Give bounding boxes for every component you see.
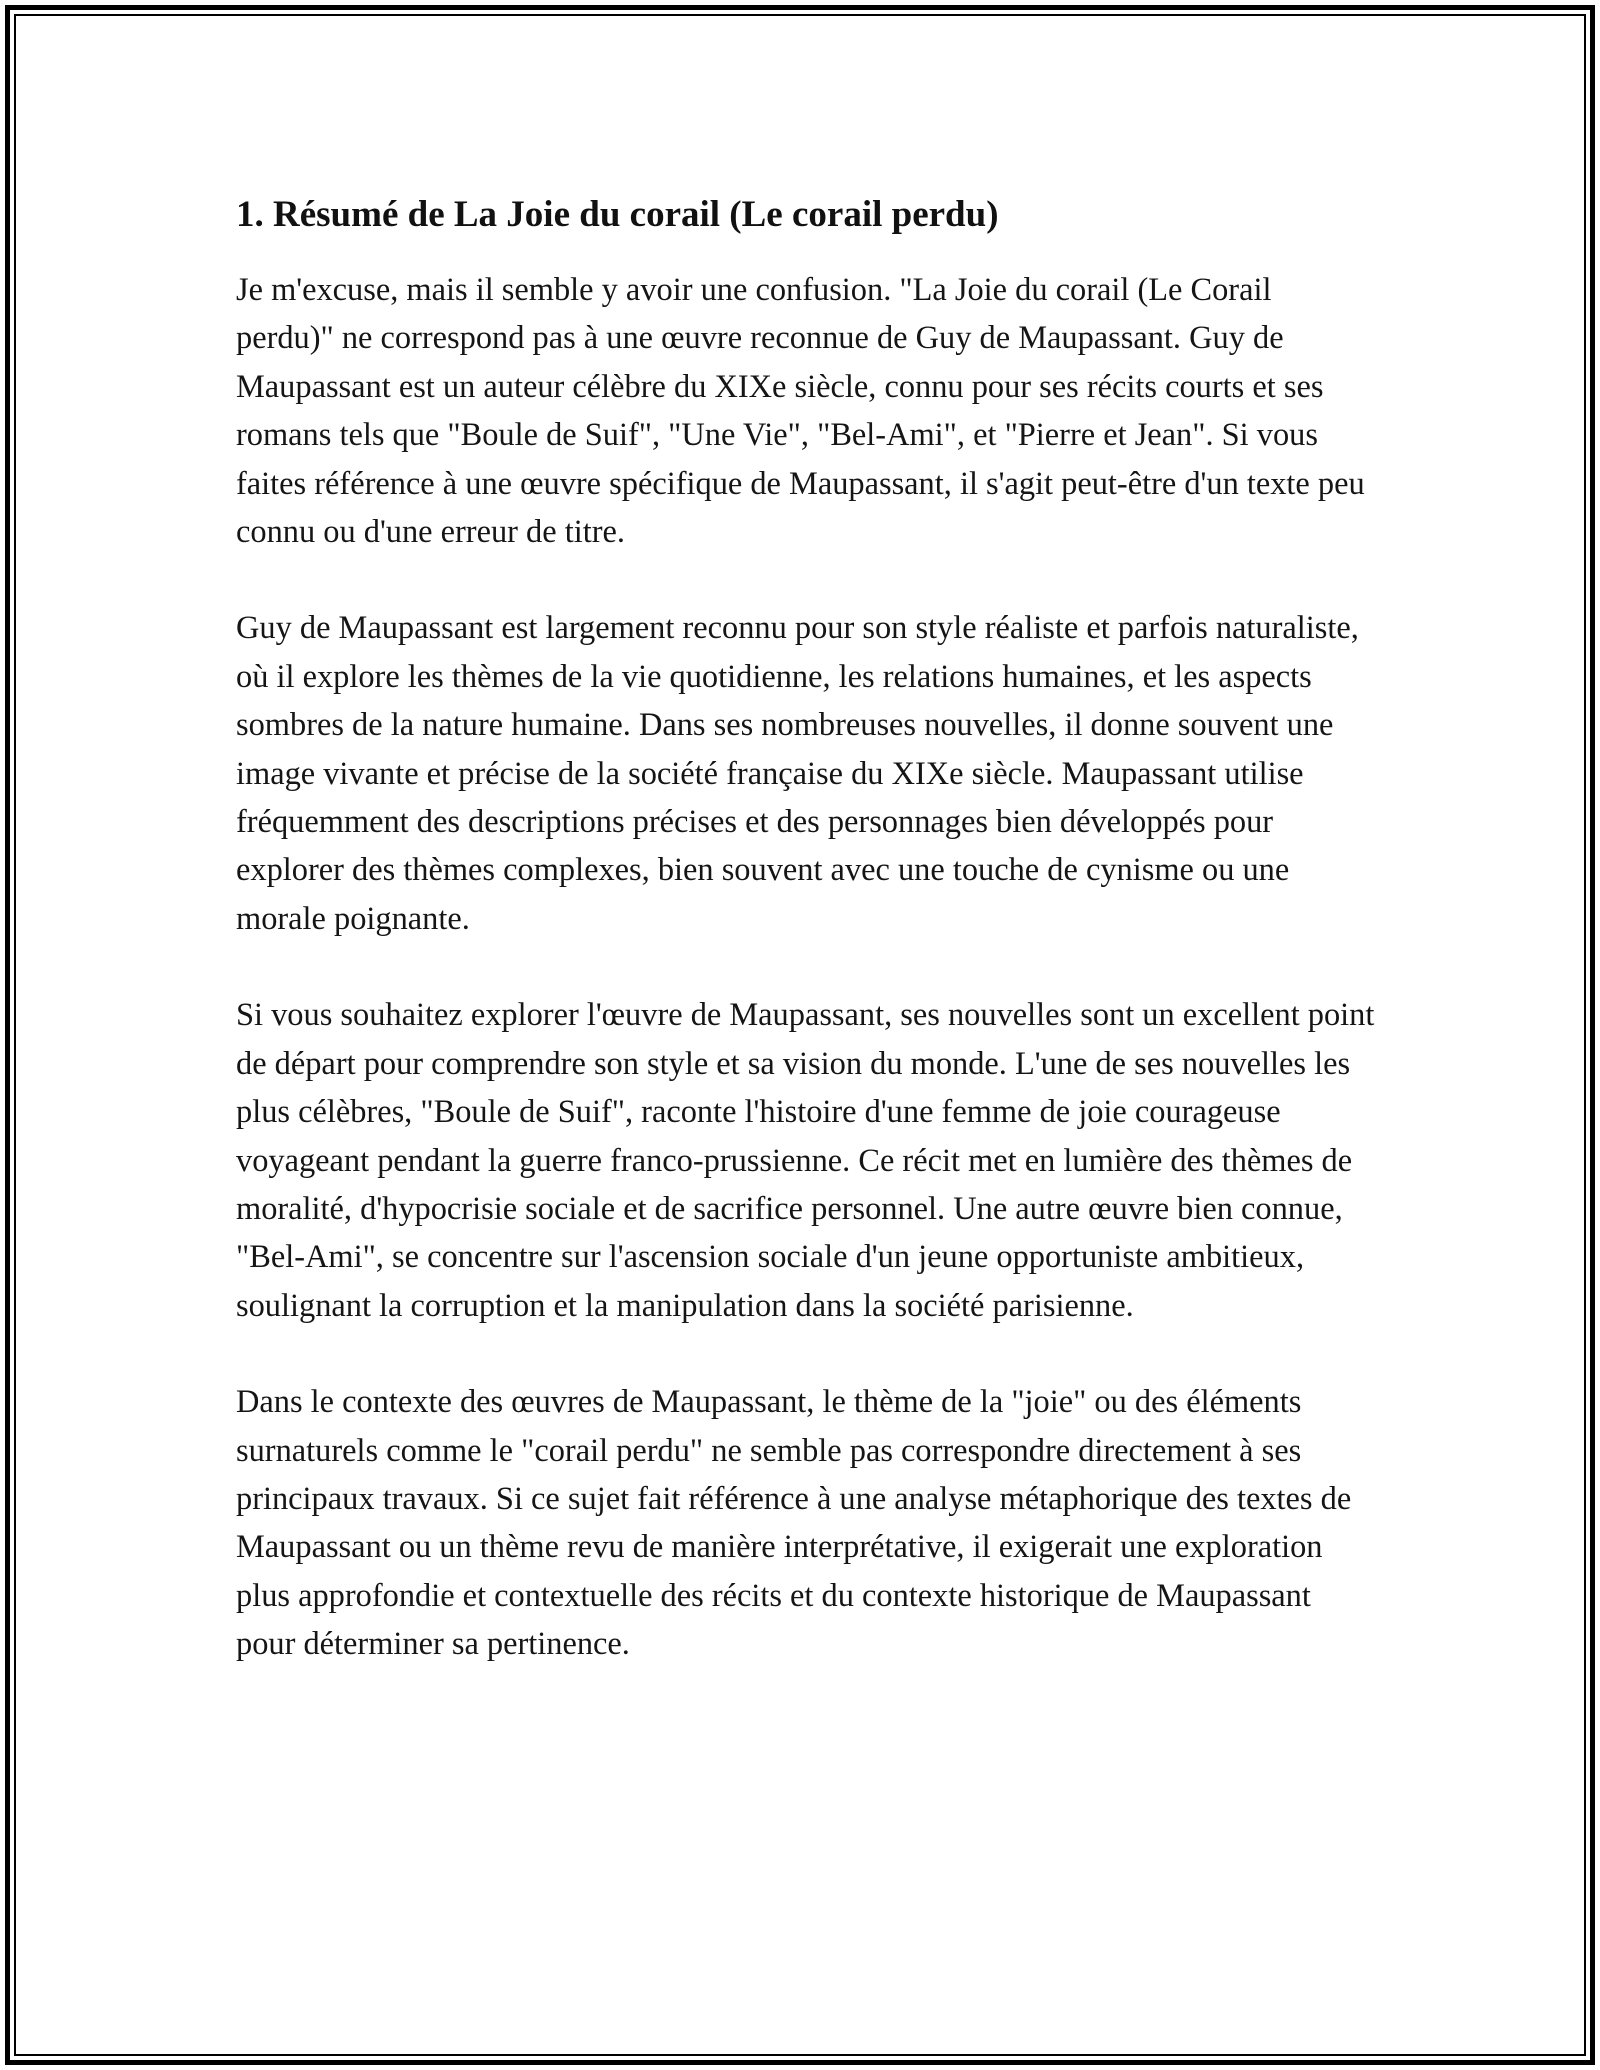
paragraph-4: Dans le contexte des œuvres de Maupassant, le thème de la "joie" ou des éléments surnaturels comme le "corail perdu" ne semble pas correspondre directement à ses principaux travaux. Si ce sujet fait référence à une analyse métaphorique des textes de Maupassant ou un thème revu de manière interprétative, il exigerait une exploration plus approfondie et contextuelle des récits et du contexte historique de Maupassant pour déterminer sa pertinence. — [236, 1384, 1352, 1663]
document-title: 1. Résumé de La Joie du corail (Le corail perdu) — [236, 194, 999, 235]
paragraph-3: Si vous souhaitez explorer l'œuvre de Maupassant, ses nouvelles sont un excellent point de départ pour comprendre son style et sa vision du monde. L'une de ses nouvelles les plus célèbres, "Boule de Suif", raconte l'histoire d'une femme de joie courageuse voyageant pendant la guerre franco-prussienne. Ce récit met en lumière des thèmes de moralité, d'hypocrisie sociale et de sacrifice personnel. Une autre œuvre bien connue, "Bel-Ami", se concentre sur l'ascension sociale d'un jeune opportuniste ambitieux, soulignant la corruption et la manipulation dans la société parisienne. — [236, 997, 1375, 1324]
paragraph-1: Je m'excuse, mais il semble y avoir une confusion. "La Joie du corail (Le Corail perdu)" ne correspond pas à une œuvre reconnue de Guy de Maupassant. Guy de Maupassant est un auteur célèbre du XIXe siècle, connu pour ses récits courts et ses romans tels que "Boule de Suif", "Une Vie", "Bel-Ami", et "Pierre et Jean". Si vous faites référence à une œuvre spécifique de Maupassant, il s'agit peut-être d'un texte peu connu ou d'une erreur de titre. — [236, 272, 1365, 551]
document-body — [236, 186, 1376, 1669]
paragraph-2: Guy de Maupassant est largement reconnu pour son style réaliste et parfois naturaliste, où il explore les thèmes de la vie quotidienne, les relations humaines, et les aspects sombres de la nature humaine. Dans ses nombreuses nouvelles, il donne souvent une image vivante et précise de la société française du XIXe siècle. Maupassant utilise fréquemment des descriptions précises et des personnages bien développés pour explorer des thèmes complexes, bien souvent avec une touche de cynisme ou une morale poignante. — [236, 610, 1359, 937]
